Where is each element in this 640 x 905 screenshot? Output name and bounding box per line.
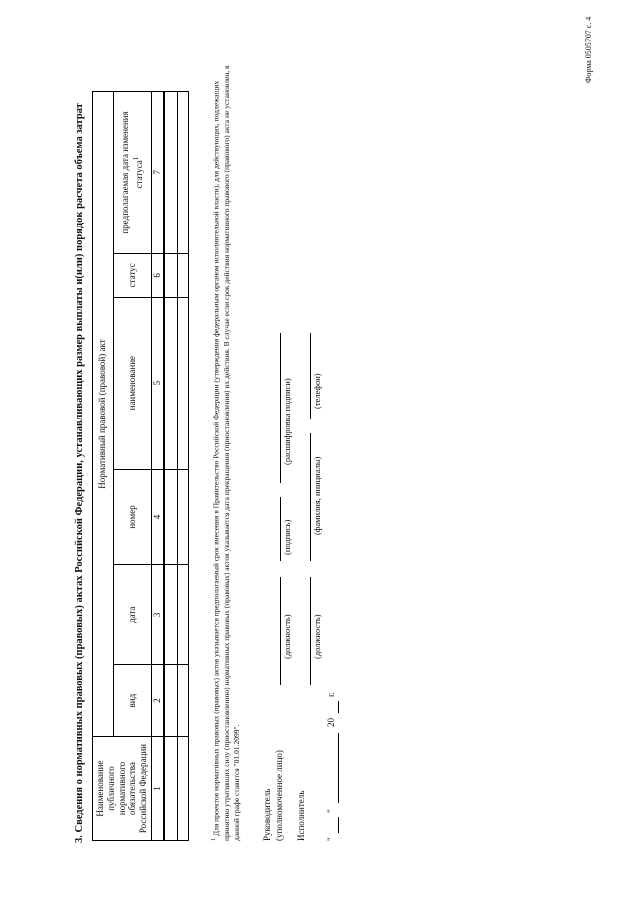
header-date: дата	[113, 565, 151, 665]
head-label: Руководитель (уполномоченное лицо)	[262, 750, 284, 841]
table-header-row-1	[93, 92, 114, 841]
col-number: 3	[151, 565, 163, 665]
table-cell	[177, 665, 188, 737]
form-reference: Форма 0505707 с. 4	[584, 16, 593, 83]
header-legal-act-group: Нормативный правовой (правовой) акт	[93, 92, 114, 737]
table-header-row-2	[113, 92, 151, 841]
executor-phone-caption: (телефон)	[312, 373, 322, 409]
head-signature-line[interactable]	[268, 497, 281, 561]
table-cell	[164, 469, 178, 565]
footnote-marker: 1	[130, 156, 140, 161]
footnote	[210, 61, 242, 841]
header-number: номер	[113, 469, 151, 565]
table-cell	[177, 253, 188, 297]
col-number: 7	[151, 92, 163, 254]
column-number-row	[151, 92, 163, 841]
executor-label: Исполнитель	[296, 790, 306, 841]
table-cell	[164, 737, 178, 841]
table-cell	[164, 92, 178, 254]
table-row	[164, 92, 178, 841]
date-month-line[interactable]	[326, 733, 339, 803]
head-signature-caption: (подпись)	[282, 519, 292, 555]
date-year-prefix: 20	[326, 718, 336, 727]
col-number: 4	[151, 469, 163, 565]
table-cell	[164, 565, 178, 665]
date-year-suffix: г.	[326, 692, 336, 697]
legal-acts-table	[92, 91, 189, 841]
header-obligation-name: Наименование публичного нормативного обязательства Российской Федерации	[93, 737, 152, 841]
table-row	[177, 92, 188, 841]
executor-name-caption: (фамилия, инициалы)	[312, 456, 322, 535]
table-cell	[164, 253, 178, 297]
col-number: 5	[151, 297, 163, 469]
table-cell	[164, 665, 178, 737]
executor-name-line[interactable]	[298, 433, 311, 561]
table-cell	[177, 469, 188, 565]
header-status: статус	[113, 253, 151, 297]
header-status-change-date: предполагаемая дата изменения статуса$^1$	[113, 92, 151, 254]
section-title: 3. Сведения о нормативных правовых (правовых) актах Российской Федерации, устанавливающих размер выплаты и(или) порядок расчета объема затрат	[74, 103, 85, 843]
header-kind: вид	[113, 665, 151, 737]
header-name: наименование	[113, 297, 151, 469]
head-position-line[interactable]	[268, 577, 281, 685]
table-cell	[164, 297, 178, 469]
footnote-text: Для проектов нормативных правовых (правовых) актов указывается предполагаемый срок внесения в Правительство Российской Федерации (утверждения федеральным органом исполнительной власти), для действующих, подлежащих принятию утративших силу (приостановлению) нормативных правовых (правовых) актов указывается дата прекращения (приостановления) их действия. В случае если срок действия нормативного правового (правового) акта не установлен, в данной графе ставится "01.01.2099".	[211, 65, 241, 841]
date-day-line[interactable]	[326, 817, 339, 833]
col-number: 1	[151, 737, 163, 841]
head-name-caption: (расшифровка подписи)	[282, 378, 292, 465]
table-cell	[177, 297, 188, 469]
head-position-caption: (должность)	[282, 614, 292, 659]
col-number: 6	[151, 253, 163, 297]
date-year-line[interactable]	[326, 701, 339, 713]
executor-phone-line[interactable]	[298, 333, 311, 419]
date-close-quote: "	[326, 809, 336, 813]
col-number: 2	[151, 665, 163, 737]
executor-position-line[interactable]	[298, 577, 311, 685]
table-cell	[177, 92, 188, 254]
executor-position-caption: (должность)	[312, 614, 322, 659]
date-open-quote: "	[326, 837, 336, 841]
table-cell	[177, 737, 188, 841]
footnote-sup: 1	[210, 837, 217, 841]
table-cell	[177, 565, 188, 665]
head-name-line[interactable]	[268, 333, 281, 483]
